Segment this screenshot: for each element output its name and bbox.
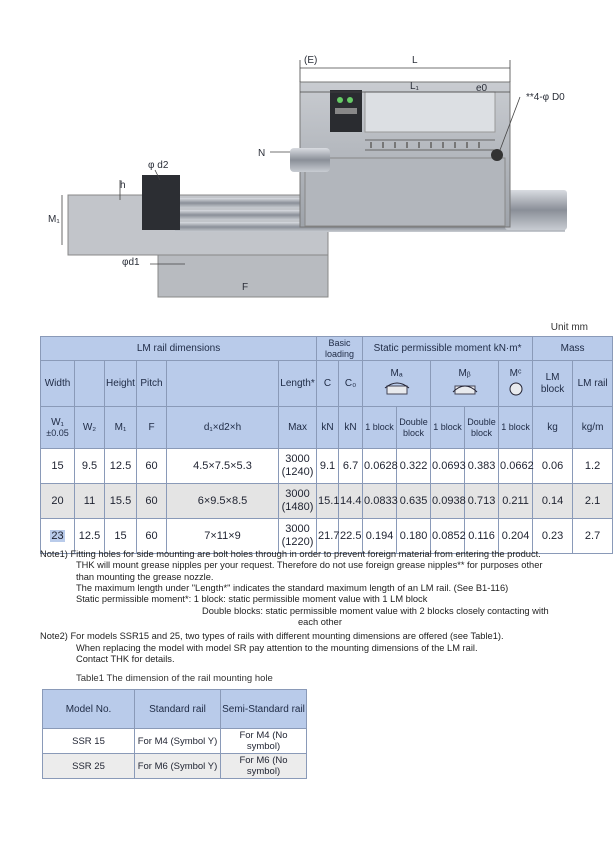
sub-bolt: d₁×d2×h — [167, 407, 279, 449]
table1-hdr-standard: Standard rail — [135, 690, 221, 729]
dim-h: h — [120, 180, 126, 191]
dim-l: L — [412, 55, 418, 66]
note1-line: each other — [298, 616, 342, 627]
hdr-mb: Mᵦ — [431, 361, 499, 407]
dim-e0: e0 — [476, 83, 488, 94]
group-lm-rail: LM rail dimensions — [41, 337, 317, 361]
sub-kg: kg — [533, 407, 573, 449]
hdr-lm-rail: LM rail — [573, 361, 613, 407]
sub-ma-1block: 1 block — [363, 407, 397, 449]
mc-moment-icon — [504, 380, 528, 396]
spec-table — [40, 336, 613, 554]
group-static-moment: Static permissible moment kN·m* — [363, 337, 533, 361]
group-mass: Mass — [533, 337, 613, 361]
table1-hdr-semistandard: Semi-Standard rail — [221, 690, 307, 729]
note1-line: THK will mount grease nipples per your request. Therefore do not use foreign grease nipples** for purposes other — [76, 560, 543, 571]
sub-ma-double: Double block — [397, 407, 431, 449]
sub-w2: W₂ — [75, 407, 105, 449]
table1-hdr-model: Model No. — [43, 690, 135, 729]
sub-kn2: kN — [339, 407, 363, 449]
sub-f: F — [137, 407, 167, 449]
carriage-lower — [305, 158, 505, 226]
hdr-c: C — [317, 361, 339, 407]
sub-mc-1block: 1 block — [499, 407, 533, 449]
product-drawing — [0, 0, 600, 320]
dim-phi-d2: φ d2 — [148, 160, 169, 171]
table-row: SSR 15 For M4 (Symbol Y) For M4 (No symbol) — [43, 729, 307, 754]
hdr-length: Length* — [279, 361, 317, 407]
table1-caption: Table1 The dimension of the rail mounting hole — [76, 673, 273, 684]
hdr-pitch: Pitch — [137, 361, 167, 407]
sub-kg-m: kg/m — [573, 407, 613, 449]
group-basic-rating: Basic loading — [317, 337, 363, 361]
note1-line: Note1) Fitting holes for side mounting are bolt holes through in order to prevent foreign material from entering the product. — [40, 549, 541, 559]
mounting-hole — [491, 149, 503, 161]
table-row: SSR 25 For M6 (Symbol Y) For M6 (No symbol) — [43, 754, 307, 779]
dim-l1: L₁ — [410, 81, 419, 92]
notes-section — [40, 549, 592, 665]
hdr-lm-block: LM block — [533, 361, 573, 407]
rod-end — [505, 190, 567, 230]
dim-phi-d1: φd1 — [122, 257, 140, 268]
hdr-ma: Mₐ — [363, 361, 431, 407]
dim-holes: **4-φ D0 — [526, 92, 565, 103]
note2-line: Note2) For models SSR15 and 25, two types of rails with different mounting dimensions are offered (see Table1). — [40, 631, 504, 642]
note1-line: than mounting the grease nozzle. — [76, 571, 214, 582]
dim-n: N — [258, 148, 266, 159]
hdr-c0: C₀ — [339, 361, 363, 407]
hdr-width: Width — [41, 361, 75, 407]
table1 — [42, 689, 307, 779]
hdr-mc: Mᶜ — [499, 361, 533, 407]
note1-line: Double blocks: static permissible moment value with 2 blocks closely contacting with — [202, 605, 549, 616]
sub-mb-1block: 1 block — [431, 407, 465, 449]
dim-f: F — [242, 282, 249, 293]
carriage-window — [365, 92, 495, 132]
sub-max: Max — [279, 407, 317, 449]
note2-line: Contact THK for details. — [76, 653, 175, 664]
note1-line: The maximum length under "Length*" indicates the standard maximum length of an LM rail. (See B1-116) — [76, 582, 509, 593]
mb-moment-icon — [447, 380, 483, 396]
hdr-height: Height — [105, 361, 137, 407]
sub-w1: W₁ ±0.05 — [41, 407, 75, 449]
dim-m1: M₁ — [48, 214, 60, 225]
side-roller — [290, 148, 330, 172]
lm-guide-illustration — [0, 0, 600, 320]
ma-moment-icon — [379, 380, 415, 396]
table-row: 20 11 15.5 60 6×9.5×8.5 3000 (1480) 15.1 14.4 0.0833 0.635 0.0938 0.713 0.211 0.14 2.1 — [41, 484, 613, 519]
sub-kn1: kN — [317, 407, 339, 449]
sub-mb-double: Double block — [465, 407, 499, 449]
unit-label: Unit mm — [550, 322, 588, 333]
dim-e: (E) — [304, 55, 318, 66]
note1-line: Static permissible moment*: 1 block: static permissible moment value with 1 LM block — [76, 594, 428, 605]
table-row: 15 9.5 12.5 60 4.5×7.5×5.3 3000 (1240) 9.1 6.7 0.0628 0.322 0.0693 0.383 0.0662 0.06 1.2 — [41, 449, 613, 484]
note2-line: When replacing the model with model SR pay attention to the mounting dimensions of the LM rail. — [76, 642, 478, 653]
table-row: 23 12.5 15 60 7×11×9 3000 (1220) 21.7 22.5 0.194 0.180 0.0852 0.116 0.204 0.23 2.7 — [41, 519, 613, 554]
sub-m1: M₁ — [105, 407, 137, 449]
end-block — [142, 175, 180, 230]
